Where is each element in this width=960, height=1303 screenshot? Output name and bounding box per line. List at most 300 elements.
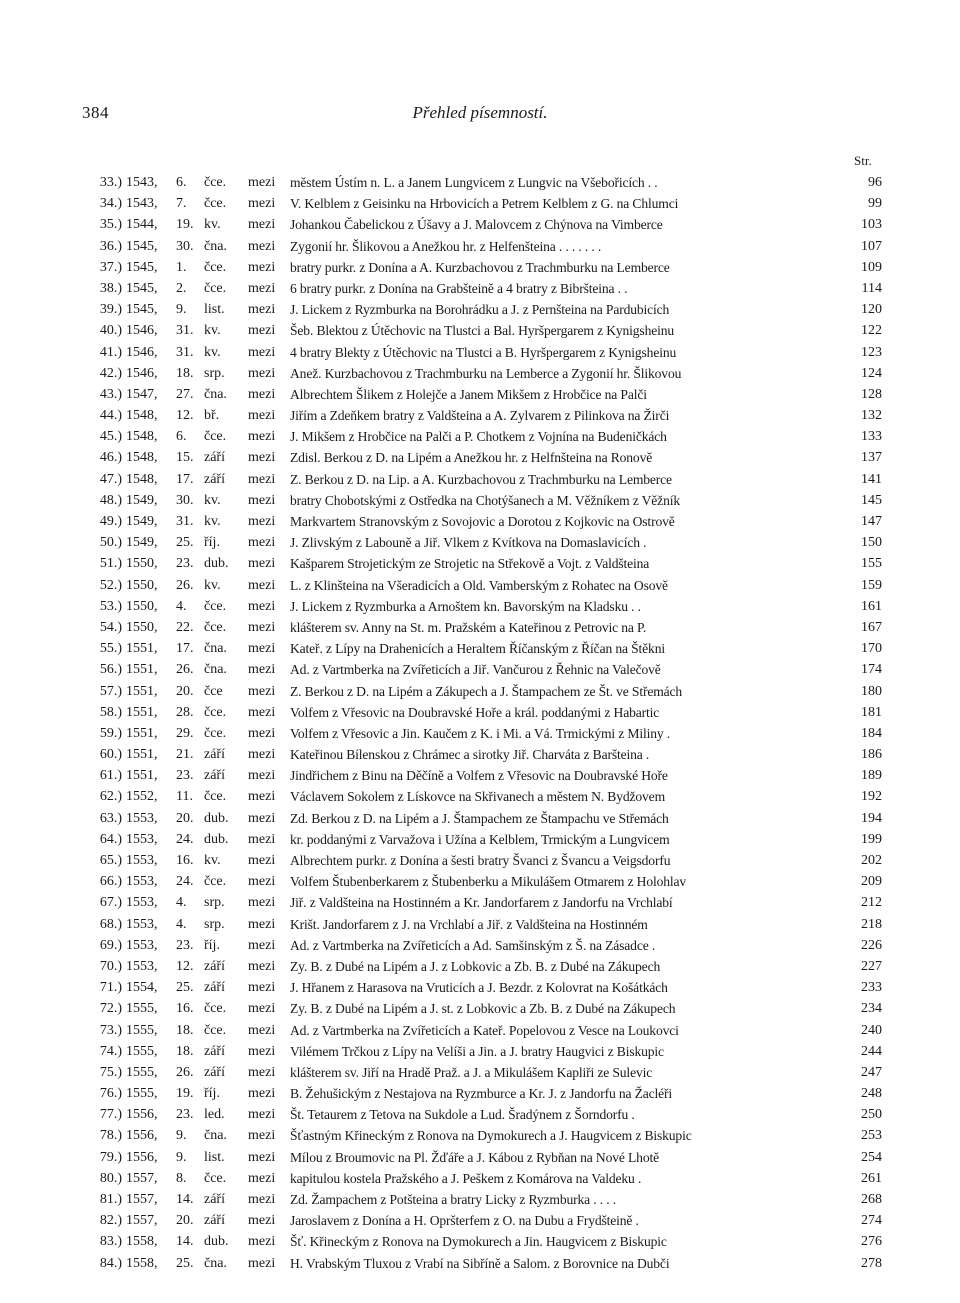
entry-month: září — [204, 958, 225, 974]
entry-relation: mezi — [248, 662, 276, 678]
entry-year: 1551, — [126, 641, 158, 657]
entry-number: 38.) — [99, 280, 122, 296]
list-item — [78, 723, 882, 744]
entry-month: kv. — [204, 577, 221, 593]
list-item — [78, 956, 882, 977]
entry-day: 9. — [176, 1128, 187, 1144]
entry-year: 1557, — [126, 1192, 158, 1207]
entry-day: 15. — [176, 450, 194, 466]
list-item — [78, 236, 882, 257]
list-item — [78, 829, 882, 850]
entry-parties: Zd. Žampachem z Potšteina a bratry Licky z Ryzmburka . . . . — [290, 1192, 617, 1207]
entry-day: 14. — [176, 1192, 194, 1207]
entry-relation: mezi — [248, 768, 276, 784]
entry-parties: Jiř. z Valdšteina na Hostinném a Kr. Jandorfarem z Jandorfu na Vrchlabí — [290, 895, 673, 911]
entry-parties: Johankou Čabelickou z Úšavy a J. Malovcem z Chýnova na Vimberce — [290, 217, 663, 233]
entry-page-ref: 233 — [861, 980, 882, 996]
entry-number: 73.) — [99, 1022, 122, 1038]
entry-number: 47.) — [99, 471, 122, 487]
entry-number: 70.) — [99, 958, 122, 974]
entry-parties: Šeb. Blektou z Útěchovic na Tlustci a Bal. Hyršpergarem z Kynigsheinu — [290, 323, 675, 339]
entry-relation: mezi — [248, 1192, 276, 1207]
list-item — [78, 299, 882, 320]
page-number: 384 — [82, 103, 109, 122]
entry-relation: mezi — [248, 1064, 276, 1080]
entry-year: 1550, — [126, 598, 158, 614]
entry-day: 18. — [176, 1022, 194, 1038]
entry-number: 33.) — [99, 175, 122, 190]
entry-month: září — [204, 980, 225, 996]
entry-page-ref: 150 — [861, 535, 882, 551]
list-item — [78, 363, 882, 384]
entry-day: 31. — [176, 514, 194, 529]
entry-relation: mezi — [248, 789, 276, 805]
entry-year: 1557, — [126, 1213, 158, 1229]
entry-parties: 4 bratry Blekty z Útěchovic na Tlustci a B. Hyršpergarem z Kynigsheinu — [290, 344, 677, 360]
entry-number: 79.) — [99, 1149, 122, 1165]
entry-page-ref: 247 — [861, 1064, 882, 1080]
entry-number: 43.) — [99, 386, 122, 402]
entry-page-ref: 202 — [861, 853, 882, 868]
entry-page-ref: 141 — [861, 471, 882, 487]
entry-parties: Jindřichem z Binu na Děčíně a Volfem z Vřesovic na Doubravské Hoře — [290, 768, 668, 784]
entry-month: čce — [204, 683, 223, 699]
entry-page-ref: 248 — [861, 1086, 882, 1102]
list-item — [78, 1125, 882, 1146]
list-item — [78, 575, 882, 596]
entry-relation: mezi — [248, 1213, 276, 1229]
entry-parties: Z. Berkou z D. na Lipém a Zákupech a J. Štampachem ze Št. ve Střemách — [290, 683, 683, 699]
entry-year: 1551, — [126, 704, 158, 720]
entry-page-ref: 124 — [861, 365, 882, 381]
entry-relation: mezi — [248, 937, 276, 953]
list-item — [78, 1041, 882, 1062]
entry-day: 30. — [176, 492, 194, 508]
entry-page-ref: 192 — [861, 789, 882, 805]
entry-year: 1546, — [126, 323, 158, 339]
list-item — [78, 1253, 882, 1274]
entry-day: 31. — [176, 323, 194, 339]
entry-month: čna. — [204, 641, 227, 657]
entry-month: čce. — [204, 598, 227, 614]
entry-day: 25. — [176, 535, 194, 551]
entry-number: 55.) — [99, 641, 122, 657]
entry-page-ref: 189 — [861, 768, 882, 784]
entry-month: dub. — [204, 556, 229, 572]
entry-parties: Jaroslavem z Donína a H. Opršterfem z O. na Dubu a Frydšteině . — [290, 1213, 639, 1229]
entry-relation: mezi — [248, 492, 276, 508]
entry-month: kv. — [204, 492, 221, 508]
entry-month: list. — [204, 1149, 225, 1165]
entry-number: 54.) — [99, 619, 122, 635]
entry-year: 1553, — [126, 810, 158, 826]
entry-relation: mezi — [248, 747, 276, 763]
entry-page-ref: 226 — [861, 937, 882, 953]
entry-relation: mezi — [248, 471, 276, 487]
entry-page-ref: 227 — [861, 958, 882, 974]
list-item — [78, 702, 882, 723]
entry-day: 23. — [176, 937, 194, 953]
list-item — [78, 1189, 882, 1210]
entry-year: 1553, — [126, 831, 158, 847]
entry-year: 1556, — [126, 1149, 158, 1165]
list-item — [78, 1062, 882, 1083]
entry-number: 82.) — [99, 1213, 122, 1229]
entry-month: čce. — [204, 196, 227, 212]
entry-number: 67.) — [99, 895, 122, 911]
entry-parties: Krišt. Jandorfarem z J. na Vrchlabí a Jiř. z Valdšteina na Hostinném — [290, 916, 648, 932]
entry-day: 17. — [176, 471, 194, 487]
entry-year: 1543, — [126, 175, 158, 190]
entry-year: 1553, — [126, 895, 158, 911]
entry-month: čna. — [204, 1255, 227, 1271]
entry-year: 1544, — [126, 217, 158, 233]
entry-number: 74.) — [99, 1043, 122, 1059]
entry-page-ref: 107 — [861, 238, 882, 254]
list-item — [78, 447, 882, 468]
entry-year: 1547, — [126, 386, 158, 402]
entry-page-ref: 174 — [861, 662, 882, 678]
entry-page-ref: 199 — [861, 831, 882, 847]
entry-relation: mezi — [248, 302, 276, 318]
entry-number: 63.) — [99, 810, 122, 826]
entry-relation: mezi — [248, 831, 276, 847]
entry-day: 18. — [176, 1043, 194, 1059]
entry-year: 1558, — [126, 1255, 158, 1271]
entry-number: 69.) — [99, 937, 122, 953]
entry-page-ref: 244 — [861, 1043, 882, 1059]
entry-number: 71.) — [99, 980, 122, 996]
entry-month: čna. — [204, 386, 227, 402]
entry-day: 30. — [176, 238, 194, 254]
entry-day: 6. — [176, 429, 187, 445]
entry-page-ref: 114 — [861, 280, 882, 296]
entry-month: říj. — [204, 937, 220, 953]
entry-year: 1545, — [126, 280, 158, 296]
entry-month: čce. — [204, 874, 227, 890]
entry-parties: Anež. Kurzbachovou z Trachmburku na Lemberce a Zygonií hr. Šlikovou — [290, 365, 682, 381]
entry-number: 49.) — [99, 514, 122, 529]
entry-relation: mezi — [248, 725, 276, 741]
entry-number: 78.) — [99, 1128, 122, 1144]
entry-page-ref: 159 — [861, 577, 882, 593]
entry-parties: Ad. z Vartmberka na Zvířeticích a Jiř. Vančurou z Řehnic na Valečově — [290, 662, 661, 678]
entry-page-ref: 278 — [861, 1255, 882, 1271]
entry-number: 83.) — [99, 1234, 122, 1250]
list-item — [78, 384, 882, 405]
list-item — [78, 490, 882, 511]
entry-page-ref: 218 — [861, 916, 882, 932]
entry-relation: mezi — [248, 916, 276, 932]
list-item — [78, 638, 882, 659]
list-item — [78, 1147, 882, 1168]
entry-parties: Zy. B. z Dubé na Lipém a J. st. z Lobkovic a Zb. B. z Dubé na Zákupech — [290, 1001, 676, 1017]
entry-relation: mezi — [248, 450, 276, 466]
entry-parties: H. Vrabským Tluxou z Vrabí na Sibříně a Salom. z Borovnice na Dubči — [290, 1255, 670, 1271]
entry-page-ref: 184 — [861, 725, 882, 741]
entry-day: 23. — [176, 556, 194, 572]
entry-year: 1553, — [126, 853, 158, 868]
entry-parties: Václavem Sokolem z Lískovce na Skřivanech a městem N. Bydžovem — [290, 789, 665, 805]
list-item — [78, 850, 882, 871]
entry-year: 1551, — [126, 725, 158, 741]
entry-relation: mezi — [248, 1128, 276, 1144]
entry-month: kv. — [204, 217, 221, 233]
entry-number: 81.) — [99, 1192, 122, 1207]
entry-month: čce. — [204, 429, 227, 445]
entry-day: 9. — [176, 1149, 187, 1165]
entry-number: 58.) — [99, 704, 122, 720]
entry-month: srp. — [204, 895, 225, 911]
entry-day: 8. — [176, 1170, 187, 1186]
entry-parties: Kateř. z Lípy na Drahenicích a Heraltem Říčanským z Říčan na Štěkni — [290, 641, 665, 657]
entry-year: 1548, — [126, 450, 158, 466]
entry-day: 20. — [176, 1213, 194, 1229]
entry-page-ref: 109 — [861, 259, 882, 275]
list-item — [78, 257, 882, 278]
entry-parties: Markvartem Stranovským z Sovojovic a Dorotou z Kojkovic na Ostrově — [290, 514, 675, 529]
list-item — [78, 1210, 882, 1231]
entry-day: 16. — [176, 853, 194, 868]
entry-number: 77.) — [99, 1107, 122, 1123]
entry-page-ref: 133 — [861, 429, 882, 445]
entry-number: 40.) — [99, 323, 122, 339]
entry-relation: mezi — [248, 683, 276, 699]
entry-month: září — [204, 768, 225, 784]
entry-year: 1555, — [126, 1001, 158, 1017]
entry-year: 1555, — [126, 1043, 158, 1059]
entry-month: říj. — [204, 535, 220, 551]
entry-page-ref: 194 — [861, 810, 882, 826]
entry-parties: V. Kelblem z Geisinku na Hrbovicích a Petrem Kelblem z G. na Chlumci — [290, 196, 679, 212]
entry-month: dub. — [204, 831, 229, 847]
entry-month: září — [204, 1213, 225, 1229]
entry-month: čna. — [204, 1128, 227, 1144]
list-item — [78, 617, 882, 638]
document-list — [78, 172, 882, 1274]
entry-parties: Kateřinou Bílenskou z Chrámec a sirotky Jiř. Charváta z Baršteina . — [290, 747, 650, 763]
entry-page-ref: 161 — [861, 598, 882, 614]
entry-relation: mezi — [248, 1043, 276, 1059]
entry-number: 51.) — [99, 556, 122, 572]
entry-page-ref: 122 — [861, 323, 882, 339]
entry-day: 26. — [176, 662, 194, 678]
entry-relation: mezi — [248, 874, 276, 890]
entry-parties: Volfem z Vřesovic na Doubravské Hoře a král. poddanými z Habartic — [290, 704, 660, 720]
entry-relation: mezi — [248, 619, 276, 635]
entry-year: 1545, — [126, 259, 158, 275]
entry-relation: mezi — [248, 1107, 276, 1123]
entry-parties: B. Žehušickým z Nestajova na Ryzmburce a Kr. J. z Jandorfu na Žacléři — [290, 1086, 673, 1102]
entry-number: 52.) — [99, 577, 122, 593]
entry-page-ref: 145 — [861, 492, 882, 508]
entry-day: 4. — [176, 598, 187, 614]
entry-parties: Šť. Křineckým z Ronova na Dymokurech a Jin. Haugvicem z Biskupic — [290, 1234, 667, 1250]
entry-year: 1548, — [126, 471, 158, 487]
entry-month: čce. — [204, 704, 227, 720]
entry-parties: Volfem z Vřesovic a Jin. Kaučem z K. i Mi. a Vá. Trmickými z Miliny . — [290, 725, 671, 741]
entry-month: led. — [204, 1107, 225, 1123]
entry-relation: mezi — [248, 1149, 276, 1165]
entry-year: 1548, — [126, 408, 158, 424]
entry-relation: mezi — [248, 175, 276, 190]
list-item — [78, 1104, 882, 1125]
list-item — [78, 278, 882, 299]
entry-number: 34.) — [99, 196, 122, 212]
entry-number: 59.) — [99, 725, 122, 741]
entry-relation: mezi — [248, 1170, 276, 1186]
entry-year: 1553, — [126, 937, 158, 953]
entry-year: 1554, — [126, 980, 158, 996]
list-item — [78, 426, 882, 447]
entry-page-ref: 147 — [861, 514, 882, 529]
entry-day: 20. — [176, 810, 194, 826]
entry-page-ref: 276 — [861, 1234, 882, 1250]
entry-year: 1555, — [126, 1022, 158, 1038]
entry-relation: mezi — [248, 556, 276, 572]
entry-parties: Zygonií hr. Šlikovou a Anežkou hr. z Helfenšteina . . . . . . . — [290, 238, 602, 254]
entry-page-ref: 180 — [861, 683, 882, 699]
entry-day: 17. — [176, 641, 194, 657]
entry-number: 65.) — [99, 853, 122, 868]
entry-parties: Ad. z Vartmberka na Zvířeticích a Ad. Samšinským z Š. na Zásadce . — [290, 937, 656, 953]
entry-parties: J. Lickem z Ryzmburka a Arnoštem kn. Bavorským na Kladsku . . — [290, 598, 641, 614]
entry-parties: kapitulou kostela Pražského a J. Peškem z Komárova na Valdeku . — [290, 1170, 642, 1186]
entry-month: srp. — [204, 916, 225, 932]
entry-day: 12. — [176, 958, 194, 974]
entry-page-ref: 186 — [861, 747, 882, 763]
entry-parties: Kašparem Strojetickým ze Strojetic na Střekově a Vojt. z Valdšteina — [290, 556, 650, 572]
entry-relation: mezi — [248, 238, 276, 254]
entry-month: bř. — [204, 408, 220, 424]
entry-relation: mezi — [248, 429, 276, 445]
entry-relation: mezi — [248, 895, 276, 911]
entry-relation: mezi — [248, 577, 276, 593]
entry-day: 14. — [176, 1234, 194, 1250]
entry-relation: mezi — [248, 1255, 276, 1271]
entry-parties: J. Zlivským z Labouně a Jiř. Vlkem z Kvítkova na Domaslavicích . — [290, 535, 647, 551]
entry-year: 1558, — [126, 1234, 158, 1250]
entry-number: 61.) — [99, 768, 122, 784]
entry-month: září — [204, 1064, 225, 1080]
entry-parties: Volfem Štubenberkarem z Štubenberku a Mikulášem Otmarem z Holohlav — [290, 874, 687, 890]
list-item — [78, 172, 882, 193]
entry-month: čna. — [204, 238, 227, 254]
entry-number: 44.) — [99, 408, 122, 424]
entry-parties: Albrechtem purkr. z Donína a šesti bratry Švanci z Švancu a Veigsdorfu — [290, 853, 671, 868]
entry-parties: J. Mikšem z Hrobčice na Palči a P. Chotkem z Vojnína na Budeničkách — [290, 429, 667, 445]
entry-month: září — [204, 747, 225, 763]
list-item — [78, 808, 882, 829]
list-item — [78, 977, 882, 998]
entry-parties: kr. poddanými z Varvažova i Užína a Kelblem, Trmickým a Lungvicem — [290, 831, 670, 847]
entry-number: 45.) — [99, 429, 122, 445]
entry-number: 72.) — [99, 1001, 122, 1017]
entry-month: čce. — [204, 175, 227, 190]
entry-page-ref: 240 — [861, 1022, 882, 1038]
entry-month: list. — [204, 302, 225, 318]
list-item — [78, 765, 882, 786]
entry-page-ref: 132 — [861, 408, 882, 424]
entry-parties: Mílou z Broumovic na Pl. Žďáře a J. Kábou z Rybňan na Nové Lhotě — [290, 1149, 659, 1165]
list-item — [78, 914, 882, 935]
entry-relation: mezi — [248, 958, 276, 974]
entry-page-ref: 274 — [861, 1213, 882, 1229]
list-item — [78, 1083, 882, 1104]
entry-relation: mezi — [248, 514, 276, 529]
entry-day: 12. — [176, 408, 194, 424]
entry-year: 1549, — [126, 535, 158, 551]
entry-day: 23. — [176, 1107, 194, 1123]
entry-year: 1556, — [126, 1107, 158, 1123]
entry-day: 18. — [176, 365, 194, 381]
entry-parties: Zdisl. Berkou z D. na Lipém a Anežkou hr. z Helfnšteina na Ronově — [290, 450, 653, 466]
entry-year: 1545, — [126, 238, 158, 254]
entry-year: 1550, — [126, 619, 158, 635]
entry-month: čna. — [204, 662, 227, 678]
entry-parties: klášterem sv. Anny na St. m. Pražském a Kateřinou z Petrovic na P. — [290, 619, 647, 635]
entry-relation: mezi — [248, 217, 276, 233]
entry-year: 1549, — [126, 492, 158, 508]
list-item — [78, 871, 882, 892]
entry-year: 1546, — [126, 365, 158, 381]
entry-day: 23. — [176, 768, 194, 784]
entry-relation: mezi — [248, 1234, 276, 1250]
entry-year: 1550, — [126, 556, 158, 572]
entry-month: kv. — [204, 323, 221, 339]
entry-month: kv. — [204, 344, 221, 360]
entry-relation: mezi — [248, 1022, 276, 1038]
list-item — [78, 532, 882, 553]
entry-year: 1552, — [126, 789, 158, 805]
entry-number: 84.) — [99, 1255, 122, 1271]
entry-month: čce. — [204, 619, 227, 635]
entry-day: 6. — [176, 175, 187, 190]
list-item — [78, 553, 882, 574]
list-item — [78, 1168, 882, 1189]
entry-parties: bratry Chobotskými z Ostředka na Chotýšanech a M. Věžníkem z Věžník — [290, 492, 680, 508]
entry-relation: mezi — [248, 810, 276, 826]
entry-parties: J. Lickem z Ryzmburka na Borohrádku a J. z Pernšteina na Pardubicích — [290, 302, 670, 318]
entry-page-ref: 128 — [861, 386, 882, 402]
entry-page-ref: 209 — [861, 874, 882, 890]
entry-month: čce. — [204, 280, 227, 296]
entry-relation: mezi — [248, 408, 276, 424]
entry-number: 56.) — [99, 662, 122, 678]
list-item — [78, 320, 882, 341]
entry-year: 1550, — [126, 577, 158, 593]
entry-month: čce. — [204, 789, 227, 805]
list-item — [78, 193, 882, 214]
entry-year: 1543, — [126, 196, 158, 212]
list-item — [78, 786, 882, 807]
entry-year: 1545, — [126, 302, 158, 318]
entry-parties: Šťastným Křineckým z Ronova na Dymokurech a J. Haugvicem z Biskupic — [290, 1128, 692, 1144]
entry-month: čce. — [204, 1001, 227, 1017]
entry-parties: klášterem sv. Jiří na Hradě Praž. a J. a Mikulášem Kapliři ze Sulevic — [290, 1064, 653, 1080]
running-title: Přehled písemností. — [412, 103, 548, 122]
entry-number: 68.) — [99, 916, 122, 932]
list-item — [78, 1020, 882, 1041]
entry-month: dub. — [204, 810, 229, 826]
entry-parties: Albrechtem Šlikem z Holejče a Janem Mikšem z Hrobčice na Palči — [290, 386, 647, 402]
entry-number: 64.) — [99, 831, 122, 847]
entry-month: kv. — [204, 514, 221, 529]
list-item — [78, 892, 882, 913]
entry-number: 66.) — [99, 874, 122, 890]
entry-parties: Ad. z Vartmberka na Zvířeticích a Kateř. Popelovou z Vesce na Loukovci — [290, 1022, 679, 1038]
entry-page-ref: 261 — [861, 1170, 882, 1186]
